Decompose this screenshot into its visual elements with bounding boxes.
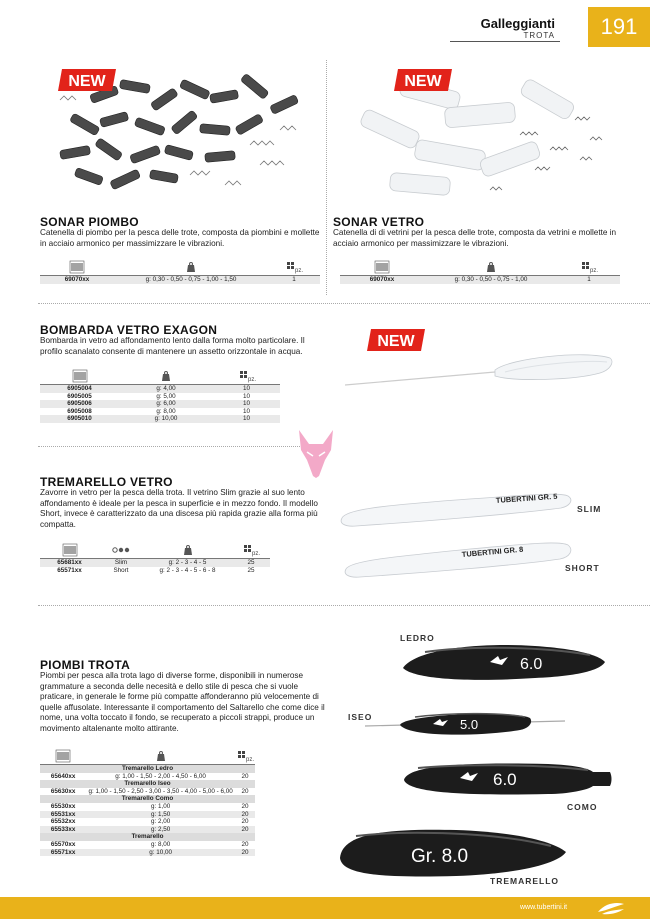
- product-desc-piombi: Piombi per pesca alla trota lago di diverse forme, disponibili in numerose grammature a seconda delle necesità e dello stile di pesca che si vuole praticare, in generale le forme più compatte affonderanno più velocemente di quelle affusolate. Interessante il comportamento del Saltarello che come dice il nome, una volta toccato il fondo, se recuperato a piccoli strappi, produce un movimento altalenante molto attirante.: [40, 671, 325, 733]
- table-row: 65571xx Short g: 2 - 3 - 4 - 5 - 6 - 8 25: [57, 566, 255, 574]
- svg-text:pz.: pz.: [590, 268, 599, 274]
- piombo-iseo-photo: [365, 708, 565, 738]
- weight-icon: [160, 370, 172, 382]
- iseo-weight-mark: 5.0: [460, 717, 479, 732]
- header-rule: [450, 41, 560, 42]
- piombo-ledro-photo: [395, 640, 610, 690]
- section-divider: [38, 446, 318, 447]
- tremarello-slim-photo: [336, 488, 576, 530]
- new-badge: [394, 67, 456, 93]
- new-badge: [58, 67, 120, 93]
- weight-icon: [155, 750, 167, 762]
- pieces-icon: [239, 370, 255, 382]
- section-divider: [38, 303, 650, 304]
- pieces-icon: [286, 261, 302, 273]
- product-desc-tremarello: Zavorre in vetro per la pesca della trota. Il vetrino Slim grazie al suo lento affondamento è ideale per la pesca in superficie e in mezzo fondo. Il modello Short, invece è caratterizzato da una discesa più rapida grazie alla forma più compatta.: [40, 488, 318, 529]
- table-row: 65533xx g: 2,50 20: [40, 826, 255, 834]
- table-row: 6905006 g: 6,00 10: [40, 400, 280, 408]
- tremarello-short-photo: [340, 535, 575, 580]
- weight-icon: [182, 544, 194, 556]
- section-divider: [38, 605, 650, 606]
- weight-icon: [485, 261, 497, 273]
- weight-icon: [185, 261, 197, 273]
- barcode-icon: [56, 750, 70, 762]
- table-row: 65530xx g: 1,00 20: [50, 802, 249, 810]
- table-row: 69070xx g: 0,30 - 0,50 - 0,75 - 1,00 - 1,50 1: [40, 276, 320, 284]
- svg-text:pz.: pz.: [252, 551, 261, 557]
- label-ledro: LEDRO: [400, 633, 435, 643]
- model-icon: [112, 545, 130, 555]
- product-title-sonar-vetro: SONAR VETRO: [333, 215, 425, 229]
- label-iseo: ISEO: [348, 712, 373, 722]
- label-como: COMO: [567, 802, 598, 812]
- table-row: 6905005 g: 5,00 10: [67, 392, 250, 400]
- brand-swoosh-icon: [596, 900, 626, 916]
- new-badge-label: NEW: [377, 333, 415, 350]
- new-badge: [367, 327, 429, 353]
- table-row: 65640xx g: 1,00 - 1,50 - 2,00 - 4,50 - 6,00 20: [50, 772, 249, 780]
- pieces-icon: [243, 544, 259, 556]
- short-brand-mark: TUBERTINI: [461, 546, 503, 559]
- label-slim: SLIM: [577, 504, 602, 514]
- section-title: Galleggianti: [480, 16, 555, 31]
- spec-table-tremarello: [40, 542, 270, 574]
- table-group-header: Tremarello Iseo: [40, 780, 255, 788]
- barcode-icon: [375, 261, 389, 273]
- footer-url[interactable]: www.tubertini.it: [520, 904, 568, 911]
- spec-table-sonar-vetro: [340, 259, 620, 284]
- table-row: 65570xx g: 8,00 20: [50, 840, 249, 848]
- new-badge-label: NEW: [404, 73, 442, 90]
- table-group-header: Tremarello Ledro: [40, 765, 255, 773]
- slim-weight-mark: GR. 5: [537, 491, 558, 503]
- pieces-icon: [581, 261, 597, 273]
- new-badge-label: NEW: [68, 73, 106, 90]
- product-title-sonar-piombo: SONAR PIOMBO: [40, 215, 139, 229]
- table-row: 69070xx g: 0,30 - 0,50 - 0,75 - 1,00 1: [340, 276, 620, 284]
- spec-table-bombarda: [40, 368, 280, 423]
- svg-text:pz.: pz.: [246, 757, 255, 763]
- piombo-tremarello-photo: [336, 822, 571, 882]
- table-group-header: Tremarello: [40, 833, 255, 841]
- ledro-weight-mark: 6.0: [520, 656, 543, 673]
- product-title-bombarda: BOMBARDA VETRO EXAGON: [40, 323, 218, 337]
- spec-table-sonar-piombo: [40, 259, 320, 284]
- piombo-como-photo: [398, 752, 613, 802]
- product-desc-sonar-piombo: Catenella di piombo per la pesca delle trote, composta da piombini e mollette in acciaio armonico per massimizzare le vibrazioni.: [40, 228, 320, 248]
- table-row: 65681xx Slim g: 2 - 3 - 4 - 5 25: [40, 559, 270, 567]
- product-desc-sonar-vetro: Catenella di di vetrini per la pesca delle trote, composta da vetrini e mollette in acciaio armonico per massimizzare le vibrazioni.: [333, 228, 617, 248]
- barcode-icon: [70, 261, 84, 273]
- section-subtitle: TROTA: [523, 31, 555, 40]
- como-weight-mark: 6.0: [493, 770, 517, 789]
- sonar-vetro-photo: [340, 60, 630, 210]
- short-weight-mark: GR. 8: [503, 544, 524, 556]
- svg-text:pz.: pz.: [247, 377, 256, 383]
- column-divider: [326, 60, 327, 295]
- product-title-piombi: PIOMBI TROTA: [40, 658, 131, 672]
- table-row: 65630xx g: 1,00 - 1,50 - 2,50 - 3,00 - 3,50 - 4,00 - 5,00 - 6,00 20: [50, 787, 249, 795]
- page-number: 191: [588, 7, 650, 47]
- product-title-tremarello: TREMARELLO VETRO: [40, 475, 173, 489]
- table-row: 65571xx g: 10,00 20: [40, 849, 255, 857]
- product-desc-bombarda: Bombarda in vetro ad affondamento lento dalla forma molto particolare. Il profilo scanalato consente di mantenere un assetto orizzontale in acqua.: [40, 336, 305, 356]
- table-group-header: Tremarello Como: [40, 795, 255, 803]
- label-short: SHORT: [565, 563, 600, 573]
- barcode-icon: [63, 544, 77, 556]
- svg-text:pz.: pz.: [295, 268, 304, 274]
- table-row: 6905008 g: 8,00 10: [67, 407, 250, 415]
- barcode-icon: [73, 370, 87, 382]
- label-tremarello: TREMARELLO: [490, 876, 560, 886]
- tremarello-weight-mark: Gr. 8.0: [411, 846, 469, 867]
- table-row: 65531xx g: 1,50 20: [40, 811, 255, 819]
- fox-logo: [295, 428, 337, 480]
- table-row: 65532xx g: 2,00 20: [50, 818, 249, 826]
- spec-table-piombi: [40, 748, 255, 856]
- table-row: 6905010 g: 10,00 10: [40, 415, 280, 423]
- pieces-icon: [237, 750, 253, 762]
- slim-brand-mark: TUBERTINI: [495, 493, 537, 505]
- table-row: 6905004 g: 4,00 10: [40, 385, 280, 393]
